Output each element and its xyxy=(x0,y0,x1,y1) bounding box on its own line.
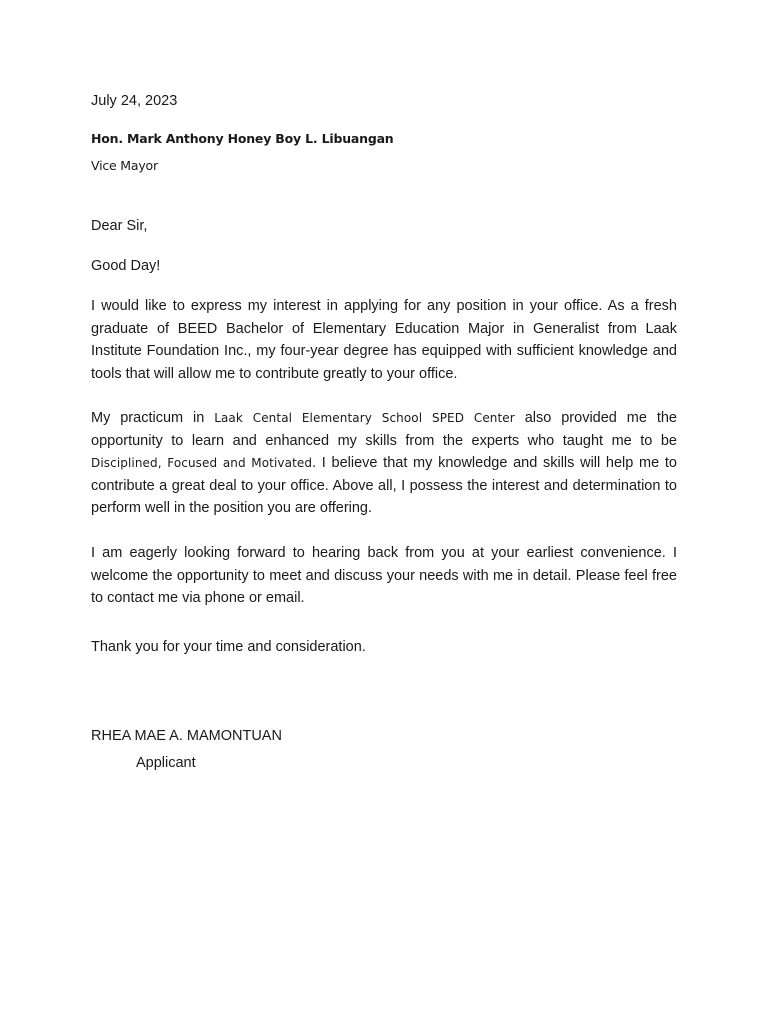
letter-date: July 24, 2023 xyxy=(91,93,178,109)
signature-role: Applicant xyxy=(136,755,196,771)
recipient-name: Hon. Mark Anthony Honey Boy L. Libuangan xyxy=(91,131,394,146)
trait-conjunction: and xyxy=(217,456,252,471)
recipient-title: Vice Mayor xyxy=(91,158,158,173)
signature-name: RHEA MAE A. MAMONTUAN xyxy=(91,728,282,744)
body-paragraph-1: I would like to express my interest in applying for any position in your office. As a fresh graduate of BEED Bachelor of Elementary Education Major in Generalist from Laak Institute Foundation Inc., my four-year degree has equipped with sufficient knowledge and tools that will allow me to contribute greatly to your office. xyxy=(91,298,677,382)
trait-disciplined: Disciplined xyxy=(91,456,158,471)
greeting: Good Day! xyxy=(91,258,161,274)
closing-line: Thank you for your time and consideration. xyxy=(91,639,366,655)
body-paragraph-2 xyxy=(91,407,677,520)
practicum-school: Laak Cental Elementary School SPED Center xyxy=(214,411,515,425)
trait-motivated: Motivated xyxy=(251,456,313,471)
trait-separator: , xyxy=(157,456,168,471)
body-paragraph-3: I am eagerly looking forward to hearing back from you at your earliest convenience. I welcome the opportunity to meet and discuss your needs with me in detail. Please feel free to contact me via phone or email. xyxy=(91,545,677,607)
trait-focused: Focused xyxy=(167,456,218,471)
paragraph-2-text: also provided me the opportunity to learn and enhanced my skills from the experts who taught me to be xyxy=(91,410,677,449)
paragraph-2-text: My practicum in xyxy=(91,410,215,426)
salutation: Dear Sir, xyxy=(91,218,148,234)
paragraph-2-text: . I believe that my knowledge and skills will help me to contribute a great deal to your office. Above all, I possess the interest and determination to perform well in the position you are offering. xyxy=(91,455,677,517)
